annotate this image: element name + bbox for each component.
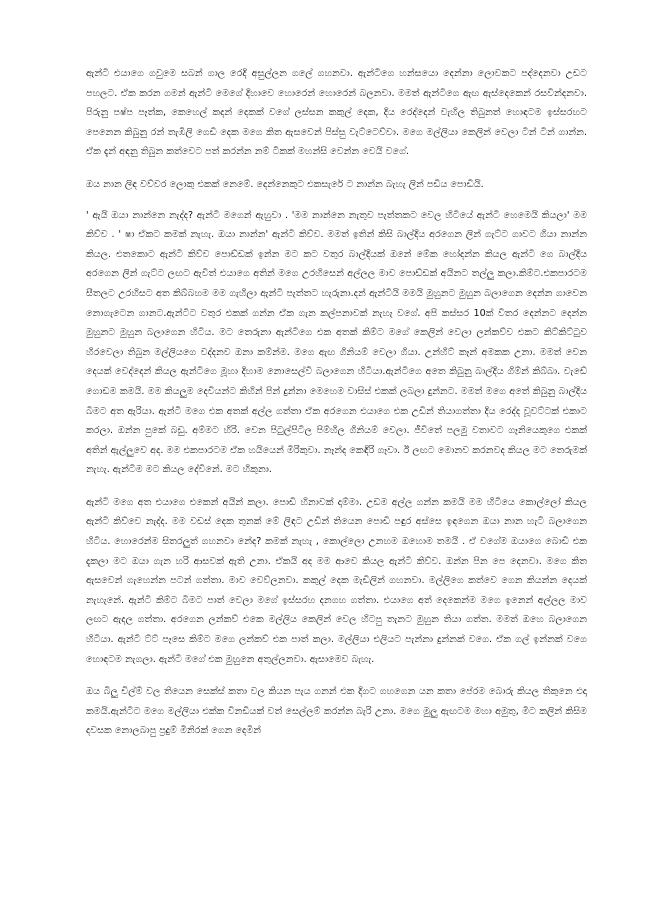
paragraph-2: ඔය නාන ලිඳ වව්වර ලොකු එකක් නෙමේ. දෙන්නෙකුට එකසැරේ ට නාන්න බැහැ ලින් පඩිය පොඩියි. <box>86 178 484 190</box>
paragraph-1: ඇන්ටි එයාගෙ ගවුමෙ සබන් ගාල රෙදි අසුල්ලන ගලේ ගහනවා. ඇන්ටිගෙ හන්සයො දෙන්නා ලොවකට පද්දෙනවා උඩට පහලට. ඒක කරන ගමන් ඇන්ටි මෙගේ දිහාවෙ හොරෙන් හොරෙන් බලනවා. මමත් ඇන්ටිගෙ ඇඟ ඇස්දෙකෙන් රසවින්දනවා. පිරුනු පෂ්ප පෑත්ක, කෙහෙල් කදන් දෙකක් වගේ ලස්සන කකුල් දෙක, දිය රෙද්දෙන් වැහිල තිබුනත් හොඳටම ඉස්සරහට පෙනෙන කිබුනු රන් තැඹිලි ගෙඩි දෙක මගෙ කිත ඇසවෙන් පිස්සු වැට්ටෙව්වා. මගෙ මල්ලියා කෙලින් වෙලා ටින් ටින් ගාන්න. ඒක දැන් අඳනු තිබුන කත්වෙට පත් කරන්න නම් ටිකක් මහන්සි වෙන්න වෙයි වගේ. <box>86 68 587 158</box>
paragraph-3: ' ඇයි ඔයා නාන්නෙ නැද්ද? ඇන්ටි මගෙන් ඇහුවා . 'මම නාන්නෙ නැතුව පැත්තකට වෙල හිටියේ ඇන්ටි හෙමෙයි කියලා' මම කිව්ව . ' ෂා ඒකට කමක් නැහැ. ඔයා නාන්න' ඇන්ටි කිව්ව. මමත් ඉතින් කිසි බාල්දිය අරගෙන ලින් ගැට්ට ගාවට ගියා නාන්න කියල. එතකොට ඇන්ටි කිව්ව පොඩ්ඩක් ඉන්න මට කට වතුර බාල්දියක් ඔනේ මේක හෝදන්න කියල ඇන්ටි ගෙ බාල්දිය අරගෙන ලින් ගැට්ට ලඟට ඇවිත් එයාගෙ අතින් මගෙ උරහිසෙන් අල්ලල මාව පොඩ්ඩක් අයිනට තල්ලු කලා.කිම්ට.එකපාරටම සීතලට උරහිසට අත කිබ්බහම මම ගැහිලා ඇන්ටි පැත්තට හැරුනා.දන් ඇන්ටියි මමයි මුහුනට මුහුන බලාගෙන දෙන්න ගාවෙන නොගැටෙන ගානට.ඇන්ටිට වතුර එකක් ගන්න ඒක ගැන කල්පනාවක් නැහැ වගේ. අපි කස්සර 10ක් විතර දෙන්නට දෙන්න මුහුනට මුහුන බලාගෙන හිටිය. මට තෙරුනා ඇන්ටිගෙ එක අතක් කිම්ට මගේ කෙලින් වෙලා ලන්කව්ව එකට කිට්කිට්ටුව හිරවෙලා තිබුන මල්ලියගෙ වද්දනව ඔනා කම්න්ම. මගෙ ඇඟ ගිනියම් වෙලා ගියා. උන්හිට් කෑන් අමකක උනා. මමත් වෙන දෙයක් වෙද්දෙන් කියල ඇන්ටිගෙ මූහා දිහාම නොසෙල්වී බලාගෙන හිටියා.ඇන්ටිගෙ අතෙ කිබුනු බාල්දිය ගිම්න් කිබ්බා. වැඩේ ගොඩම කමයි. මම කියලුම දෙවියන්ට කිහින් පින් දුන්නා මෙහෙම වාසිස් එකක් ලබලා දුන්නට. මමත් මගෙ අතේ කිබුනු බාල්දිය බිමට අත ඇරියා. ඇන්ටි මගෙ එක අතක් අල්ල ගත්තා ඒක අරගෙන එයාගෙ එක උඩින් තියාගත්තා දිය රෙද්ද වූවට්ටක් එකාට කරලා. ඔන්න පුකේ බඩු. අම්මට හිරි. වෙන පිටුල්පිටිල පිම්හිල ගිනියම් වෙලා. ජීවිතේ පලමු වතාවට ගෑනියෙකුගෙ එකක් අතින් ඇල්ලුවෙ අද. මම එකපාරටම ඒක හයියෙන් මිරිකුවා. නෑන්ද කෙඳිරි ගෑවා. ඊ ලඟට මොනව කරනවද කියල මට තෙරුමක් නැහැ. ඇන්ටිම මට කියල දේවිනේ. මට හිකුනා. <box>86 209 587 476</box>
paragraph-4: ඇන්ටි මගෙ අත එයාගෙ එකෙන් අයින් කලා. පොඩි හිනාවක් දාම්මා. උඩම අල්ල ගන්න කමයි මම හිටියෙ කොල්ලෝ කියල ඇන්ටි කිව්වෙ නැද්ද. මම වඩස් දෙක තුනක් මේ ලිඳට උඩින් තියෙන පොඩි පඳුර අස්සෙ ඉඳගෙන ඔයා නාන හැටි බලාගෙන හිටිය. හොරෙන්ම සිතරලුත් ගහනවා නේද? කමක් නැහැ , කොල්ලො උනහම ඔහොම තමයි . ඒ වගේම ඔයාගෙ බොඩි එක දැකලා මට ඔයා ගැන හරි ආසවක් ඇති උනා. ඒකයි අද මම ආවෙ කියල ඇන්ටි කිව්ව. ඔන්න පින පෙ දෙනවා. මගෙ කිත ඇසවෙන් ගැහෙන්න පටන් ගත්තා. මාව වෙව්ලනවා. කකුල් දෙක මැඩිලින් ගහනවා. මල්ලිගෙ කත්වෙ ගෙන කියන්න දෙයක් නැහැනේ. ඇන්ටි කිම්ට බිමට පාත් වෙලා මගේ ඉස්සරහ දනගහ ගත්තා. එයාගෙ අත් දෙකෙන්ම මගෙ ඉනෙන් අල්ලල මාව ලඟට ඇදල ගත්තා. අරගෙන ලන්කව් එකෙ මල්ලිය කෙලින් වෙල හිටපු තැනට මුහුන තියා ගත්ත. මමත් ඔහෙ බලාගෙන හිටියා. ඇන්ටි ට්ට් පෑසෙ කිම්ට මගෙ ලන්කව් එක පාත් කලා. මල්ලියා එලියට පැන්නා දුන්නක් වගෙ. ඒක ගල් ඉන්නක් වගෙ හොඳටම නැගලා. ඇන්ටි මගේ එක මුහුනෙ අතුල්ලනවා. ඇසාමෙව බැහැ. <box>86 496 587 665</box>
paragraph-5: ඔය බිලු චිල්ම් වල තියෙන සෙක්ස් කතා වල කියන පැය ගනන් එක දිගට ගහගෙන යන කතා පේරම බොරු කියල තිකුනෙ එදා කමයි.ඇන්ටිට මගෙ මල්ලියා එක්ක විනඩියක් වත් සෙල්ලම් කරන්න බැරි උනා. මගෙ මුලු ඇඟටම මහා අමුතු, මීට කලින් කිසිම දවසක නොලබාපු ප්‍රදුම් මීනිරක් ගෙන දෙමින් <box>86 686 587 737</box>
